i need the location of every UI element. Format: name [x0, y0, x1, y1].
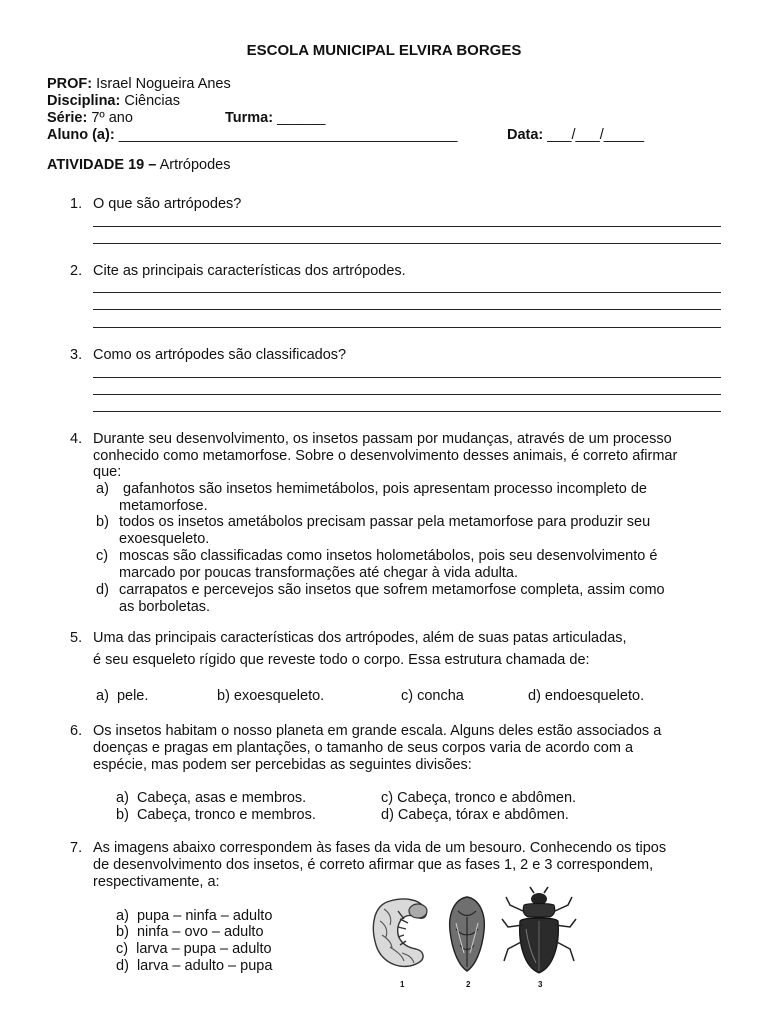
answer-line[interactable] — [93, 327, 721, 328]
question-4-text: conhecido como metamorfose. Sobre o desenvolvimento desses animais, é correto afirmar — [93, 448, 678, 464]
option-c[interactable]: c) Cabeça, tronco e abdômen. — [381, 790, 577, 806]
question-4-text: Durante seu desenvolvimento, os insetos passam por mudanças, através de um processo — [93, 431, 672, 447]
question-number: 4. — [70, 431, 83, 447]
option-text: exoesqueleto. — [119, 531, 210, 547]
question-number: 6. — [70, 723, 83, 739]
question-number: 3. — [70, 347, 83, 363]
question-number: 1. — [70, 196, 83, 212]
option-text: metamorfose. — [119, 498, 208, 514]
option-exoesqueleto[interactable]: b) exoesqueleto. — [217, 688, 325, 704]
question-5-text: é seu esqueleto rígido que reveste todo o corpo. Essa estrutura chamada de: — [93, 652, 590, 668]
data-row — [507, 127, 644, 144]
disciplina-value: Ciências — [124, 93, 180, 109]
question-2-text: Cite as principais características dos artrópodes. — [93, 263, 406, 279]
option-a[interactable]: a) pupa – ninfa – adulto — [116, 908, 273, 924]
figure-label-1: 1 — [400, 980, 405, 989]
question-1-text: O que são artrópodes? — [93, 196, 242, 212]
question-4-text: que: — [93, 464, 122, 480]
activity-heading — [47, 157, 231, 174]
question-number: 5. — [70, 630, 83, 646]
question-number: 2. — [70, 263, 83, 279]
option-text: todos os insetos ametábolos precisam passar pela metamorfose para produzir seu — [119, 514, 651, 530]
serie-label: Série: — [47, 110, 88, 126]
data-blank[interactable]: ___/___/_____ — [547, 127, 645, 143]
adult-beetle-image — [502, 887, 576, 973]
aluno-label: Aluno (a): — [47, 127, 115, 143]
option-text: as borboletas. — [119, 599, 211, 615]
activity-topic: Artrópodes — [159, 157, 231, 173]
question-5-text: Uma das principais características dos artrópodes, além de suas patas articuladas, — [93, 630, 627, 646]
figure-label-2: 2 — [466, 980, 471, 989]
option-letter[interactable]: a) — [96, 481, 109, 497]
option-text: gafanhotos são insetos hemimetábolos, pois apresentam processo incompleto de — [119, 481, 647, 497]
answer-line[interactable] — [93, 226, 721, 227]
aluno-row — [47, 127, 457, 144]
question-7-text: respectivamente, a: — [93, 874, 220, 890]
option-text: moscas são classificadas como insetos holometábolos, pois seu desenvolvimento é — [119, 548, 658, 564]
option-letter[interactable]: b) — [96, 514, 109, 530]
prof-row — [47, 76, 231, 93]
option-b[interactable]: b) ninfa – ovo – adulto — [116, 924, 264, 940]
figure-label-3: 3 — [538, 980, 543, 989]
answer-line[interactable] — [93, 394, 721, 395]
option-pele[interactable]: a) pele. — [96, 688, 149, 704]
question-6-text: doenças e pragas em plantações, o tamanho de seus corpos varia de acordo com a — [93, 740, 634, 756]
option-d[interactable]: d) Cabeça, tórax e abdômen. — [381, 807, 569, 823]
data-label: Data: — [507, 127, 544, 143]
option-d[interactable]: d) larva – adulto – pupa — [116, 958, 273, 974]
question-6-text: Os insetos habitam o nosso planeta em grande escala. Alguns deles estão associados a — [93, 723, 662, 739]
serie-value: 7º ano — [91, 110, 133, 126]
answer-line[interactable] — [93, 377, 721, 378]
prof-label: PROF: — [47, 76, 93, 92]
question-6-text: espécie, mas podem ser percebidas as seguintes divisões: — [93, 757, 472, 773]
disciplina-row — [47, 93, 180, 110]
option-a[interactable]: a) Cabeça, asas e membros. — [116, 790, 307, 806]
serie-row — [47, 110, 133, 127]
option-concha[interactable]: c) concha — [401, 688, 464, 704]
option-text: marcado por poucas transformações até chegar à vida adulta. — [119, 565, 518, 581]
answer-line[interactable] — [93, 243, 721, 244]
larva-image — [373, 899, 427, 966]
aluno-blank[interactable]: __________________________________________ — [118, 127, 458, 143]
option-b[interactable]: b) Cabeça, tronco e membros. — [116, 807, 316, 823]
pupa-image — [450, 897, 485, 971]
beetle-life-cycle-figure — [360, 883, 580, 993]
prof-value: Israel Nogueira Anes — [96, 76, 231, 92]
option-letter[interactable]: d) — [96, 582, 109, 598]
turma-blank[interactable]: ______ — [277, 110, 326, 126]
activity-label: ATIVIDADE 19 – — [47, 157, 157, 173]
disciplina-label: Disciplina: — [47, 93, 121, 109]
school-title: ESCOLA MUNICIPAL ELVIRA BORGES — [246, 42, 522, 59]
answer-line[interactable] — [93, 309, 721, 310]
turma-row — [225, 110, 326, 127]
turma-label: Turma: — [225, 110, 274, 126]
question-7-text: As imagens abaixo correspondem às fases da vida de um besouro. Conhecendo os tipos — [93, 840, 667, 856]
question-number: 7. — [70, 840, 83, 856]
option-letter[interactable]: c) — [96, 548, 109, 564]
question-3-text: Como os artrópodes são classificados? — [93, 347, 347, 363]
question-7-text: de desenvolvimento dos insetos, é correto afirmar que as fases 1, 2 e 3 correspondem, — [93, 857, 654, 873]
answer-line[interactable] — [93, 292, 721, 293]
answer-line[interactable] — [93, 411, 721, 412]
option-text: carrapatos e percevejos são insetos que sofrem metamorfose completa, assim como — [119, 582, 665, 598]
option-endoesqueleto[interactable]: d) endoesqueleto. — [528, 688, 645, 704]
option-c[interactable]: c) larva – pupa – adulto — [116, 941, 272, 957]
